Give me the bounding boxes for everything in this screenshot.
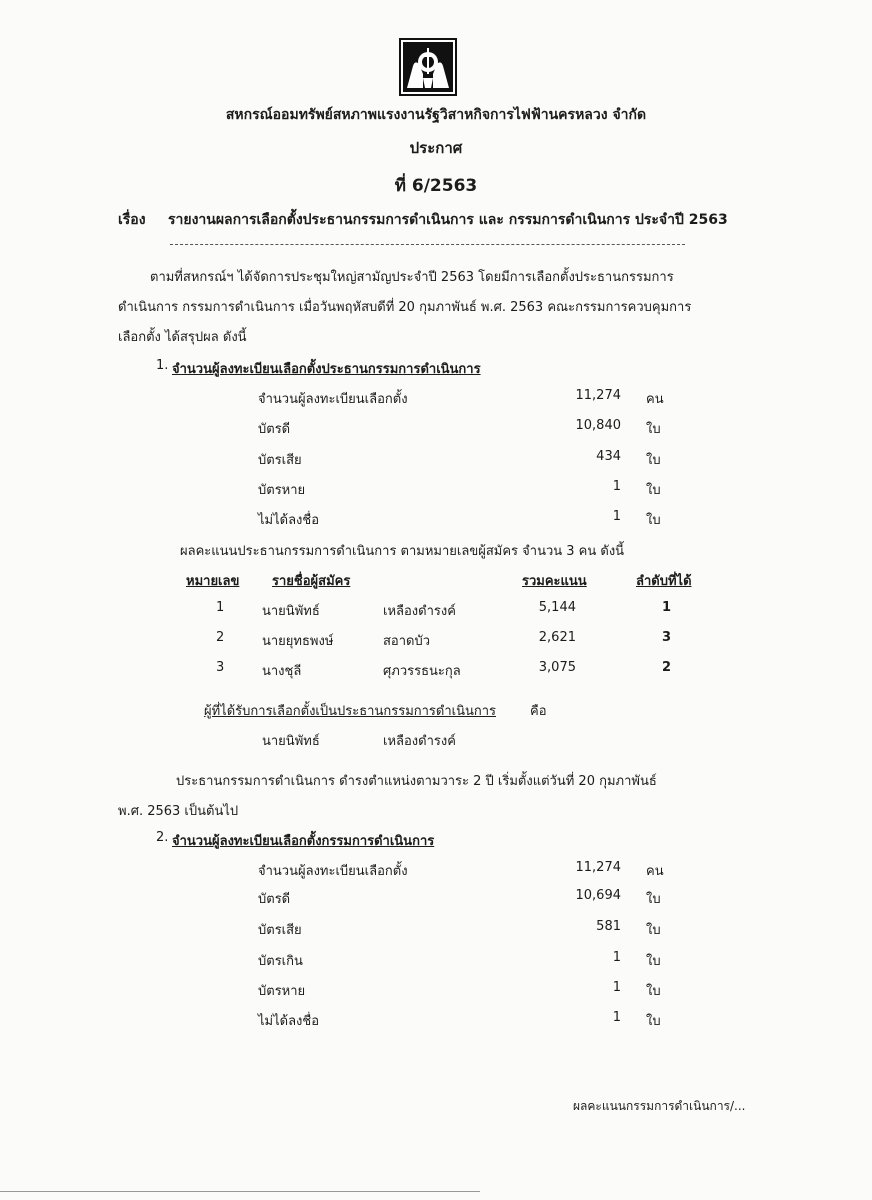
stat-value: 10,840 <box>575 418 621 433</box>
candidate-last-name: เหลืองดำรงค์ <box>383 604 456 619</box>
candidate-number: 2 <box>216 630 225 645</box>
candidate-number: 3 <box>216 660 225 675</box>
stat-value: 1 <box>612 509 621 524</box>
stat-value: 581 <box>596 919 621 934</box>
stat-value: 10,694 <box>575 888 621 903</box>
stat-unit: คน <box>646 392 664 407</box>
stat-value: 11,274 <box>575 388 621 403</box>
stat-unit: ใบ <box>646 984 661 999</box>
candidate-score: 5,144 <box>538 600 576 615</box>
continued-note: ผลคะแนนกรรมการดำเนินการ/... <box>573 1099 746 1113</box>
elected-first-name: นายนิพัทธ์ <box>262 734 320 749</box>
stat-value: 434 <box>596 449 621 464</box>
stat-label: บัตรเกิน <box>258 954 303 969</box>
stat-label: บัตรเสีย <box>258 453 302 468</box>
stat-label: จำนวนผู้ลงทะเบียนเลือกตั้ง <box>258 392 408 407</box>
stat-unit: ใบ <box>646 422 661 437</box>
stat-unit: ใบ <box>646 923 661 938</box>
section1-heading: จำนวนผู้ลงทะเบียนเลือกตั้งประธานกรรมการดำเนินการ <box>172 362 481 377</box>
col-header-name: รายชื่อผู้สมัคร <box>272 574 351 589</box>
organization-name: สหกรณ์ออมทรัพย์สหภาพแรงงานรัฐวิสาหกิจการไฟฟ้านครหลวง จำกัด <box>225 107 647 123</box>
subject-text: รายงานผลการเลือกตั้งประธานกรรมการดำเนินการ และ กรรมการดำเนินการ ประจำปี 2563 <box>168 212 728 228</box>
candidate-first-name: นายยุทธพงษ์ <box>262 634 334 649</box>
stat-label: บัตรดี <box>258 892 291 907</box>
candidate-rank: 3 <box>662 630 672 645</box>
elected-label: ผู้ที่ได้รับการเลือกตั้งเป็นประธานกรรมการดำเนินการ <box>204 704 497 719</box>
stat-unit: ใบ <box>646 453 661 468</box>
subject-label: เรื่อง <box>118 212 146 228</box>
term-line-1: ประธานกรรมการดำเนินการ ดำรงตำแหน่งตามวาระ 2 ปี เริ่มตั้งแต่วันที่ 20 กุมภาพันธ์ <box>176 774 657 789</box>
section2-heading: จำนวนผู้ลงทะเบียนเลือกตั้งกรรมการดำเนินการ <box>172 834 435 849</box>
document-type: ประกาศ <box>409 139 463 157</box>
term-line-2: พ.ศ. 2563 เป็นต้นไป <box>118 804 239 819</box>
header-divider <box>170 244 685 245</box>
stat-unit: คน <box>646 864 664 879</box>
stat-value: 1 <box>612 950 621 965</box>
stat-label: จำนวนผู้ลงทะเบียนเลือกตั้ง <box>258 864 408 879</box>
stat-unit: ใบ <box>646 513 661 528</box>
stat-unit: ใบ <box>646 483 661 498</box>
stat-unit: ใบ <box>646 892 661 907</box>
document-number: ที่ 6/2563 <box>394 176 478 196</box>
col-header-rank: ลำดับที่ได้ <box>636 574 692 589</box>
stat-value: 1 <box>612 1010 621 1025</box>
elected-is: คือ <box>530 704 547 719</box>
stat-unit: ใบ <box>646 954 661 969</box>
section2-number: 2. <box>156 830 169 845</box>
col-header-score: รวมคะแนน <box>522 574 587 589</box>
candidate-rank: 1 <box>662 600 672 615</box>
stat-label: บัตรเสีย <box>258 923 302 938</box>
stat-label: บัตรดี <box>258 422 291 437</box>
candidate-score: 2,621 <box>538 630 576 645</box>
stat-value: 1 <box>612 479 621 494</box>
candidate-last-name: สอาดบัว <box>383 634 431 649</box>
col-header-number: หมายเลข <box>186 574 240 589</box>
candidate-first-name: นางชุลี <box>262 664 302 679</box>
cooperative-logo-icon <box>399 38 457 96</box>
section1-number: 1. <box>156 358 169 373</box>
scan-edge-divider <box>0 1191 480 1192</box>
intro-line-1: ตามที่สหกรณ์ฯ ได้จัดการประชุมใหญ่สามัญประจำปี 2563 โดยมีการเลือกตั้งประธานกรรมการ <box>150 270 674 285</box>
stat-label: บัตรหาย <box>258 483 306 498</box>
intro-line-2: ดำเนินการ กรรมการดำเนินการ เมื่อวันพฤหัสบดีที่ 20 กุมภาพันธ์ พ.ศ. 2563 คณะกรรมการควบคุมการ <box>118 300 692 315</box>
stat-label: ไม่ได้ลงชื่อ <box>258 1014 320 1029</box>
stat-value: 1 <box>612 980 621 995</box>
stat-value: 11,274 <box>575 860 621 875</box>
candidate-rank: 2 <box>662 660 672 675</box>
intro-line-3: เลือกตั้ง ได้สรุปผล ดังนี้ <box>118 330 247 345</box>
candidate-score: 3,075 <box>538 660 576 675</box>
stat-label: ไม่ได้ลงชื่อ <box>258 513 320 528</box>
candidate-first-name: นายนิพัทธ์ <box>262 604 320 619</box>
results-intro: ผลคะแนนประธานกรรมการดำเนินการ ตามหมายเลขผู้สมัคร จำนวน 3 คน ดังนี้ <box>180 544 625 559</box>
stat-label: บัตรหาย <box>258 984 306 999</box>
elected-last-name: เหลืองดำรงค์ <box>383 734 456 749</box>
candidate-number: 1 <box>216 600 225 615</box>
candidate-last-name: ศุภวรรธนะกุล <box>383 664 461 679</box>
stat-unit: ใบ <box>646 1014 661 1029</box>
